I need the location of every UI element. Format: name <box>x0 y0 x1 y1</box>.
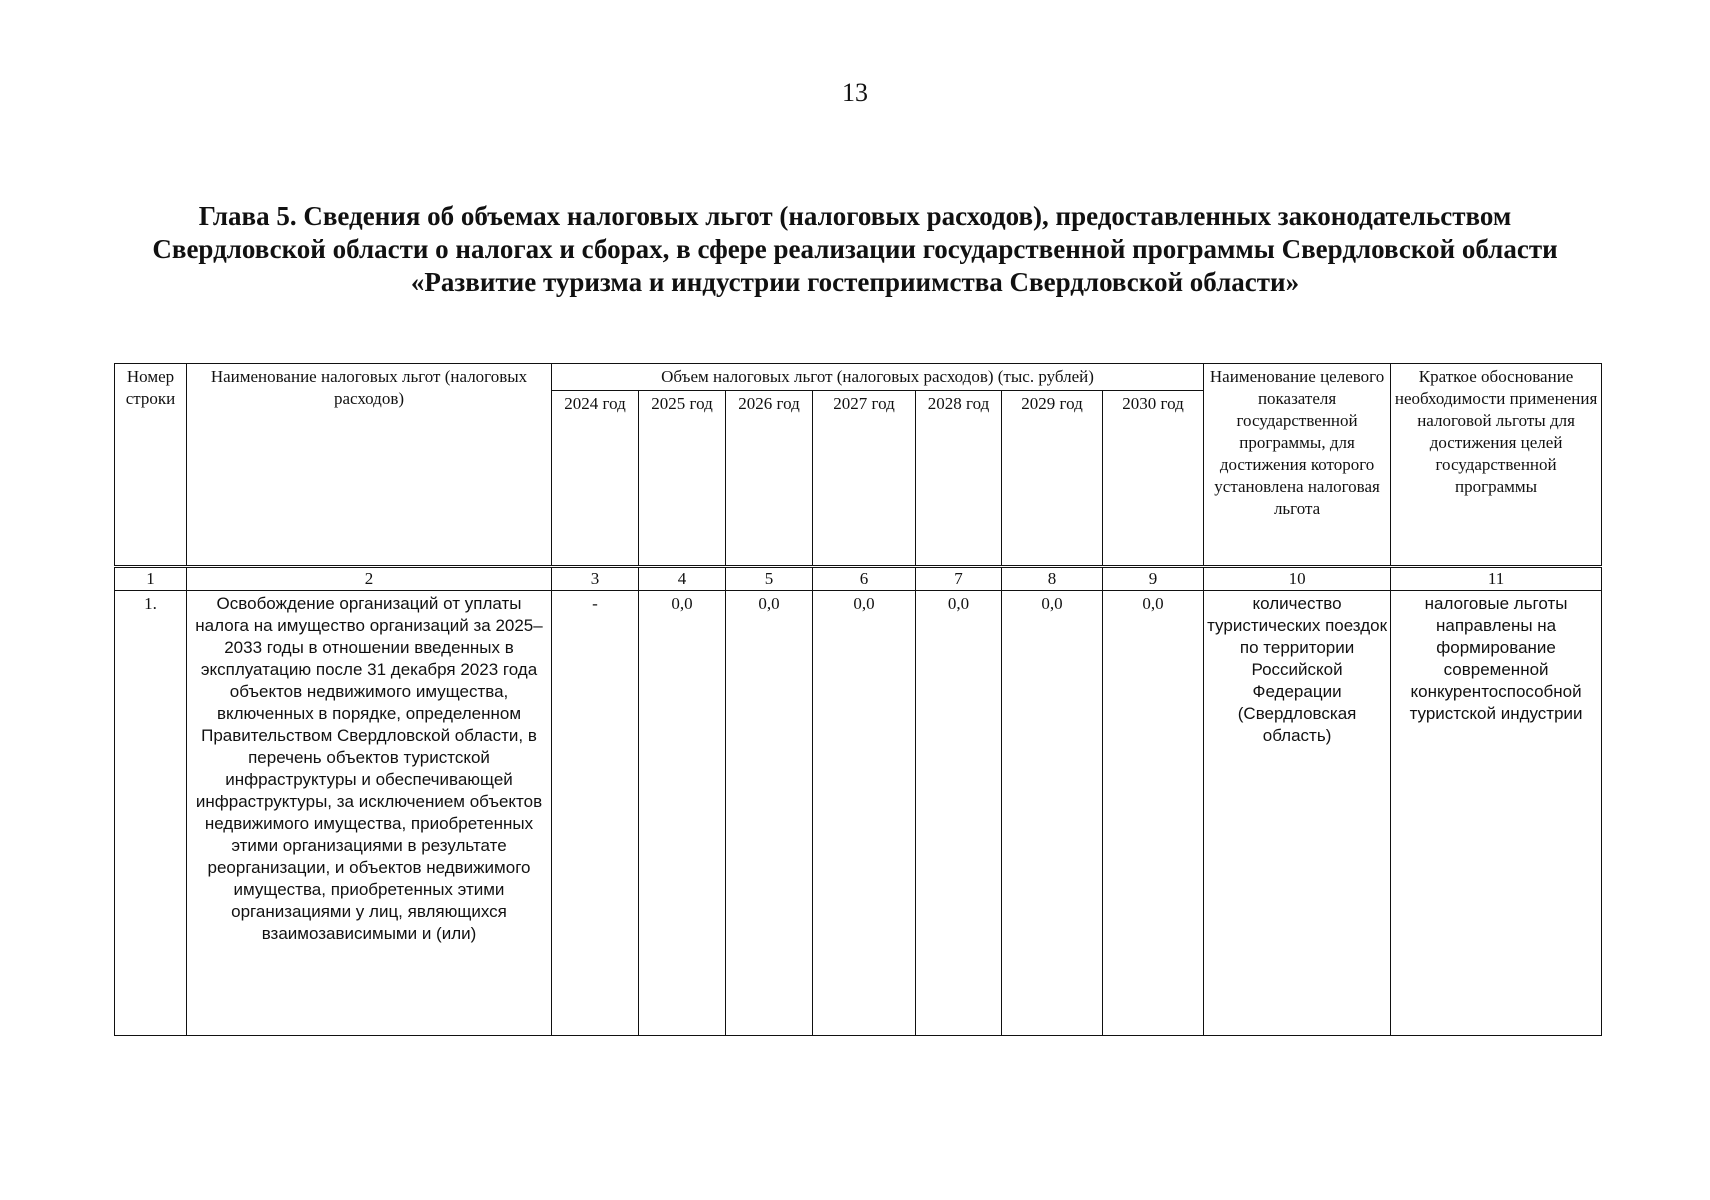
value-2030: 0,0 <box>1103 591 1204 1036</box>
header-year-2027: 2027 год <box>813 391 916 567</box>
column-number: 8 <box>1002 567 1103 591</box>
row-number: 1. <box>115 591 187 1036</box>
header-volume-group: Объем налоговых льгот (налоговых расходов) (тыс. рублей) <box>552 364 1204 391</box>
value-2028: 0,0 <box>916 591 1002 1036</box>
header-indicator: Наименование целевого показателя государственной программы, для достижения которого установлена налоговая льгота <box>1204 364 1391 567</box>
column-number: 10 <box>1204 567 1391 591</box>
column-number: 11 <box>1391 567 1602 591</box>
tax-benefits-table <box>114 363 1602 1036</box>
header-row-number: Номер строки <box>115 364 187 567</box>
table-row <box>115 591 1602 1036</box>
column-number: 5 <box>726 567 813 591</box>
value-2026: 0,0 <box>726 591 813 1036</box>
column-number: 2 <box>187 567 552 591</box>
column-number-row <box>115 567 1602 591</box>
value-2025: 0,0 <box>639 591 726 1036</box>
column-number: 4 <box>639 567 726 591</box>
header-year-2028: 2028 год <box>916 391 1002 567</box>
column-number: 7 <box>916 567 1002 591</box>
column-number: 9 <box>1103 567 1204 591</box>
column-number: 3 <box>552 567 639 591</box>
justification: налоговые льготы направлены на формирование современной конкурентоспособной туристской индустрии <box>1391 591 1602 1036</box>
header-year-2026: 2026 год <box>726 391 813 567</box>
benefit-name: Освобождение организаций от уплаты налога на имущество организаций за 2025–2033 годы в отношении введенных в эксплуатацию после 31 декабря 2023 года объектов недвижимого имущества, включенных в порядке, определенном Правительством Свердловской области, в перечень объектов туристской инфраструктуры и обеспечивающей инфраструктуры, за исключением объектов недвижимого имущества, приобретенных этими организациями в результате реорганизации, и объектов недвижимого имущества, приобретенных этими организациями у лиц, являющихся взаимозависимыми и (или) <box>187 591 552 1036</box>
value-2029: 0,0 <box>1002 591 1103 1036</box>
value-2024: - <box>552 591 639 1036</box>
value-2027: 0,0 <box>813 591 916 1036</box>
header-year-2030: 2030 год <box>1103 391 1204 567</box>
target-indicator: количество туристических поездок по территории Российской Федерации (Свердловская область) <box>1204 591 1391 1036</box>
header-year-2029: 2029 год <box>1002 391 1103 567</box>
page-number: 13 <box>842 78 868 107</box>
column-number: 1 <box>115 567 187 591</box>
header-justification: Краткое обоснование необходимости применения налоговой льготы для достижения целей государственной программы <box>1391 364 1602 567</box>
chapter-title: Глава 5. Сведения об объемах налоговых льгот (налоговых расходов), предоставленных законодательством Свердловской области о налогах и сборах, в сфере реализации государственной программы Свердловской области «Развитие туризма и индустрии гостеприимства Свердловской области» <box>152 201 1558 297</box>
header-year-2025: 2025 год <box>639 391 726 567</box>
header-benefit-name: Наименование налоговых льгот (налоговых расходов) <box>187 364 552 567</box>
header-year-2024: 2024 год <box>552 391 639 567</box>
column-number: 6 <box>813 567 916 591</box>
